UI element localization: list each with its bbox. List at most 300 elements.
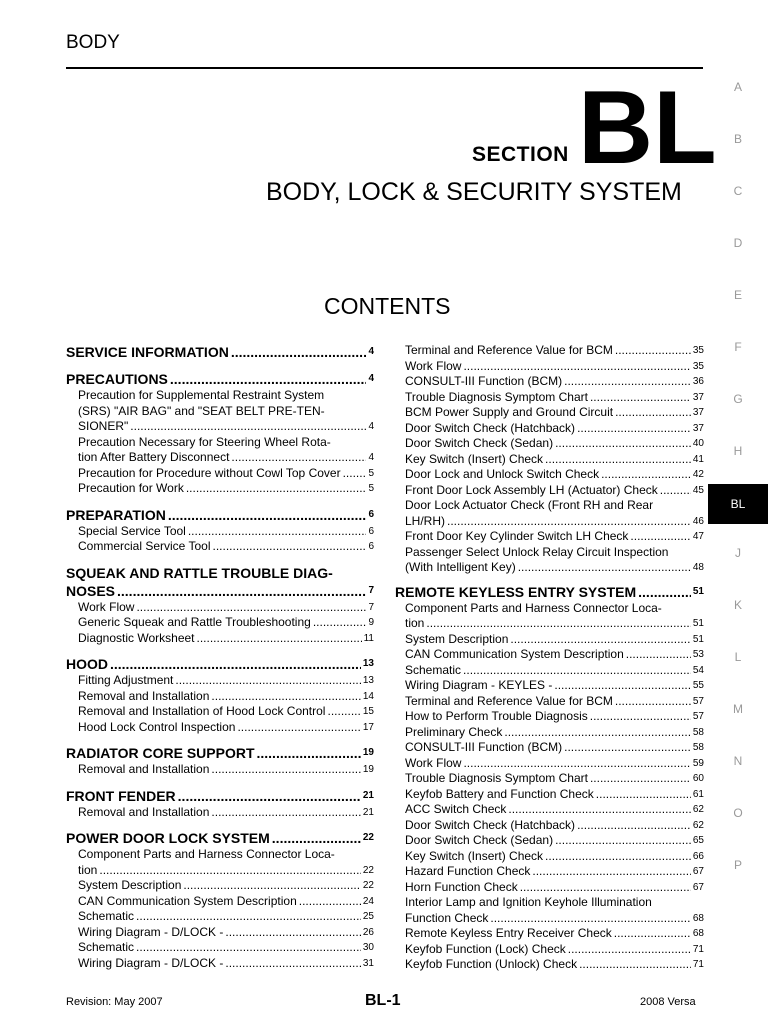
toc-item-title: Fitting Adjustment xyxy=(78,673,174,687)
leader-dots xyxy=(231,450,366,466)
toc-item-title: BCM Power Supply and Ground Circuit xyxy=(405,405,614,419)
toc-item[interactable] xyxy=(66,524,374,540)
toc-section-page: 6 xyxy=(368,508,374,520)
toc-item[interactable] xyxy=(395,756,704,772)
toc-item[interactable] xyxy=(395,911,704,927)
toc-item[interactable] xyxy=(395,849,704,865)
toc-section-page: 4 xyxy=(368,373,374,384)
toc-item-title: CAN Communication System Description xyxy=(405,647,624,661)
leader-dots xyxy=(272,829,361,847)
side-index-bl[interactable]: BL xyxy=(708,484,768,524)
toc-item[interactable] xyxy=(66,481,374,497)
toc-item-page: 48 xyxy=(692,562,704,573)
toc-section-title: HOOD xyxy=(66,656,108,672)
toc-item-title: Work Flow xyxy=(78,599,135,614)
toc-item-title: Wiring Diagram - KEYLES - xyxy=(405,678,553,692)
toc-item-title: Remote Keyless Entry Receiver Check xyxy=(405,926,612,940)
toc-item-page: 25 xyxy=(362,911,374,922)
toc-item[interactable] xyxy=(66,762,374,778)
toc-item-title: Wiring Diagram - D/LOCK - xyxy=(78,924,224,939)
leader-dots xyxy=(426,616,691,632)
toc-item-title: (With Intelligent Key) xyxy=(405,560,516,574)
toc-item[interactable] xyxy=(395,483,704,499)
side-index-g[interactable]: G xyxy=(733,392,743,406)
toc-item-page: 9 xyxy=(368,617,374,628)
toc-left-column xyxy=(66,343,374,971)
toc-item-title: CONSULT-III Function (BCM) xyxy=(405,374,563,388)
toc-item-line: (SRS) "AIR BAG" and "SEAT BELT PRE-TEN- xyxy=(78,403,325,418)
leader-dots xyxy=(463,359,690,375)
toc-item-page: 45 xyxy=(692,484,704,496)
toc-section-page: 51 xyxy=(692,585,704,597)
toc-item-line: Precaution Necessary for Steering Wheel Rota- xyxy=(78,434,331,449)
leader-dots xyxy=(510,632,691,648)
toc-item-title: Schematic xyxy=(405,662,462,677)
toc-item[interactable] xyxy=(395,421,704,437)
leader-dots xyxy=(211,689,360,705)
toc-item[interactable] xyxy=(395,560,704,576)
toc-item-page: 46 xyxy=(692,515,704,527)
toc-item-page: 35 xyxy=(692,345,704,356)
toc-item-page: 37 xyxy=(692,422,704,434)
toc-item-title: ACC Switch Check xyxy=(405,802,507,816)
toc-item[interactable] xyxy=(66,956,374,972)
section-code: BL xyxy=(578,70,717,186)
toc-item-title: Key Switch (Insert) Check xyxy=(405,848,544,863)
toc-section-title: PRECAUTIONS xyxy=(66,371,168,387)
toc-item-title: Key Switch (Insert) Check xyxy=(405,451,544,466)
toc-item-title: tion After Battery Disconnect xyxy=(78,450,230,464)
toc-item-page: 4 xyxy=(368,452,374,463)
side-index-d[interactable]: D xyxy=(733,236,743,250)
toc-item[interactable] xyxy=(66,539,374,555)
toc-item-title: Schematic xyxy=(78,940,135,954)
toc-item[interactable] xyxy=(395,864,704,880)
toc-item-page: 30 xyxy=(362,942,374,953)
toc-item[interactable] xyxy=(395,678,704,694)
side-index-l[interactable]: L xyxy=(734,650,742,664)
leader-dots xyxy=(186,481,367,497)
side-index-b[interactable]: B xyxy=(733,132,742,146)
toc-item[interactable] xyxy=(66,615,374,631)
toc-item-page: 11 xyxy=(363,632,374,644)
toc-item-page: 35 xyxy=(692,360,704,372)
toc-item-title: tion xyxy=(78,862,98,877)
toc-item-line: Component Parts and Harness Connector Loca- xyxy=(78,847,335,861)
toc-item[interactable] xyxy=(395,833,704,849)
leader-dots xyxy=(630,529,690,545)
toc-item-page: 42 xyxy=(692,469,704,480)
toc-item[interactable] xyxy=(395,405,704,421)
leader-dots xyxy=(568,942,691,958)
toc-item-title: Removal and Installation xyxy=(78,804,210,819)
toc-item[interactable] xyxy=(66,466,374,482)
toc-item[interactable] xyxy=(395,663,704,679)
toc-item-title: CAN Communication System Description xyxy=(78,893,297,908)
leader-dots xyxy=(175,673,360,689)
leader-dots xyxy=(590,390,691,406)
toc-item-title: Door Switch Check (Sedan) xyxy=(405,436,554,450)
toc-item-title: Hood Lock Control Inspection xyxy=(78,719,236,734)
leader-dots xyxy=(577,818,691,834)
toc-item[interactable] xyxy=(66,720,374,736)
toc-item-page: 55 xyxy=(692,680,704,691)
contents-title: CONTENTS xyxy=(324,293,451,319)
toc-section-title: RADIATOR CORE SUPPORT xyxy=(66,745,255,761)
toc-item-page: 5 xyxy=(368,483,374,494)
toc-item-title: tion xyxy=(405,616,425,630)
toc-item-title: How to Perform Trouble Diagnosis xyxy=(405,709,588,723)
toc-item[interactable] xyxy=(395,359,704,375)
toc-item[interactable] xyxy=(66,940,374,956)
leader-dots xyxy=(130,419,366,435)
toc-section-page: 13 xyxy=(362,658,374,669)
toc-item-title: Wiring Diagram - D/LOCK - xyxy=(78,955,224,970)
leader-dots xyxy=(211,762,360,778)
leader-dots xyxy=(188,524,367,540)
leader-dots xyxy=(601,467,691,483)
leader-dots xyxy=(237,720,360,736)
toc-section-title: NOSES xyxy=(66,582,116,599)
leader-dots xyxy=(231,343,367,361)
leader-dots xyxy=(463,663,691,679)
leader-dots xyxy=(545,849,691,865)
section-title: BODY, LOCK & SECURITY SYSTEM xyxy=(266,178,682,206)
toc-item[interactable] xyxy=(395,452,704,468)
leader-dots xyxy=(213,539,367,555)
leader-dots xyxy=(577,421,691,437)
leader-dots xyxy=(117,582,366,600)
leader-dots xyxy=(638,583,691,601)
leader-dots xyxy=(545,452,691,468)
toc-item[interactable] xyxy=(395,771,704,787)
toc-item[interactable] xyxy=(395,616,704,632)
toc-item-title: Horn Function Check xyxy=(405,879,518,894)
side-index-j[interactable]: J xyxy=(735,546,741,560)
toc-item-title: Function Check xyxy=(405,910,489,925)
toc-item-page: 67 xyxy=(692,881,704,893)
section-label: SECTION xyxy=(472,143,569,166)
toc-item-title: Work Flow xyxy=(405,755,462,770)
toc-item-page: 19 xyxy=(362,764,374,775)
toc-item[interactable] xyxy=(66,894,374,910)
toc-item[interactable] xyxy=(395,467,704,483)
toc-item[interactable] xyxy=(395,880,704,896)
toc-item-title: Generic Squeak and Rattle Troubleshooting xyxy=(78,615,311,629)
toc-item-title: Terminal and Reference Value for BCM xyxy=(405,343,613,357)
toc-section[interactable] xyxy=(66,787,374,805)
leader-dots xyxy=(555,436,691,452)
toc-section-page: 21 xyxy=(362,789,374,801)
side-index-e[interactable]: E xyxy=(733,288,742,302)
toc-item[interactable] xyxy=(395,374,704,390)
toc-item-page: 62 xyxy=(692,804,704,815)
toc-item-title: Trouble Diagnosis Symptom Chart xyxy=(405,389,588,404)
leader-dots xyxy=(564,374,691,390)
toc-item-title: Removal and Installation of Hood Lock Control xyxy=(78,704,326,718)
toc-item[interactable] xyxy=(395,942,704,958)
leader-dots xyxy=(463,756,690,772)
leader-dots xyxy=(564,740,691,756)
toc-item-page: 47 xyxy=(692,531,704,542)
toc-item-page: 21 xyxy=(362,806,374,818)
side-index-f[interactable]: F xyxy=(734,340,742,354)
toc-section-page: 4 xyxy=(368,346,374,357)
toc-item-title: Work Flow xyxy=(405,358,462,373)
leader-dots xyxy=(626,647,691,663)
toc-item-page: 60 xyxy=(692,773,704,784)
toc-item-page: 13 xyxy=(362,675,374,686)
leader-dots xyxy=(590,709,691,725)
toc-section-page: 19 xyxy=(362,747,374,758)
leader-dots xyxy=(532,864,690,880)
toc-item-line: Passenger Select Unlock Relay Circuit Inspection xyxy=(405,544,669,559)
leader-dots xyxy=(615,405,691,421)
leader-dots xyxy=(136,600,366,616)
toc-item-title: Door Switch Check (Sedan) xyxy=(405,833,554,847)
toc-section-page: 7 xyxy=(368,584,374,596)
leader-dots xyxy=(615,694,691,710)
toc-item[interactable] xyxy=(395,740,704,756)
toc-item-title: Front Door Key Cylinder Switch LH Check xyxy=(405,529,629,543)
toc-item-title: LH/RH) xyxy=(405,513,446,528)
toc-item-title: System Description xyxy=(405,631,509,646)
toc-item-title: CONSULT-III Function (BCM) xyxy=(405,740,563,754)
toc-item-title: Front Door Lock Assembly LH (Actuator) Check xyxy=(405,482,658,497)
toc-section[interactable] xyxy=(66,370,374,388)
toc-section[interactable] xyxy=(66,744,374,762)
toc-item-page: 71 xyxy=(692,959,704,970)
toc-item-page: 58 xyxy=(692,726,704,738)
leader-dots xyxy=(313,615,367,631)
toc-section[interactable] xyxy=(66,582,374,600)
toc-item-line: Door Lock Actuator Check (Front RH and Rear xyxy=(405,498,654,512)
leader-dots xyxy=(615,343,691,359)
leader-dots xyxy=(225,956,361,972)
toc-item[interactable] xyxy=(66,909,374,925)
toc-item-page: 67 xyxy=(692,866,704,877)
toc-item[interactable] xyxy=(395,343,704,359)
toc-item-page: 17 xyxy=(362,721,374,733)
toc-item-page: 62 xyxy=(692,819,704,831)
toc-item-page: 4 xyxy=(368,421,374,432)
toc-right-column xyxy=(395,343,704,973)
toc-item[interactable] xyxy=(395,514,704,530)
leader-dots xyxy=(257,744,361,762)
leader-dots xyxy=(110,655,361,673)
toc-section-title: REMOTE KEYLESS ENTRY SYSTEM xyxy=(395,583,637,600)
leader-dots xyxy=(504,725,691,741)
toc-section-title: FRONT FENDER xyxy=(66,787,176,804)
toc-item-title: Special Service Tool xyxy=(78,523,186,538)
toc-item[interactable] xyxy=(66,704,374,720)
toc-item[interactable] xyxy=(66,863,374,879)
toc-section[interactable] xyxy=(66,506,374,524)
toc-item-title: Precaution for Work xyxy=(78,481,184,495)
side-index-n[interactable]: N xyxy=(733,754,743,768)
toc-item-page: 57 xyxy=(692,695,704,707)
toc-item-page: 22 xyxy=(362,880,374,891)
leader-dots xyxy=(590,771,691,787)
toc-item-title: Removal and Installation xyxy=(78,762,210,776)
toc-item[interactable] xyxy=(395,818,704,834)
toc-item[interactable] xyxy=(395,390,704,406)
toc-item-title: Terminal and Reference Value for BCM xyxy=(405,693,613,708)
toc-item-page: 31 xyxy=(362,957,374,969)
footer-revision: Revision: May 2007 xyxy=(66,996,163,1008)
toc-item-title: Door Switch Check (Hatchback) xyxy=(405,420,576,435)
toc-item-page: 37 xyxy=(692,407,704,418)
toc-item-page: 7 xyxy=(368,601,374,613)
toc-item-title: Commercial Service Tool xyxy=(78,539,211,553)
toc-item-page: 6 xyxy=(368,525,374,537)
toc-item-title: Trouble Diagnosis Symptom Chart xyxy=(405,771,588,785)
footer-model: 2008 Versa xyxy=(640,996,696,1008)
toc-item-page: 24 xyxy=(362,895,374,907)
toc-item-page: 22 xyxy=(362,864,374,876)
leader-dots xyxy=(327,704,360,720)
side-index-c[interactable]: C xyxy=(733,184,743,198)
toc-item-page: 68 xyxy=(692,912,704,924)
toc-section-title: PREPARATION xyxy=(66,506,166,523)
toc-item-title: Keyfob Function (Lock) Check xyxy=(405,941,566,956)
toc-item-title: Keyfob Battery and Function Check xyxy=(405,786,594,801)
toc-item-title: Door Lock and Unlock Switch Check xyxy=(405,467,600,481)
leader-dots xyxy=(520,880,691,896)
side-index-p[interactable]: P xyxy=(733,858,742,872)
footer-page-number: BL-1 xyxy=(365,992,401,1009)
side-index-a[interactable]: A xyxy=(733,80,742,94)
side-index-k[interactable]: K xyxy=(733,598,742,612)
toc-item-page: 15 xyxy=(362,706,374,717)
leader-dots xyxy=(183,878,361,894)
toc-item-page: 26 xyxy=(362,926,374,938)
toc-item[interactable] xyxy=(66,419,374,435)
toc-section[interactable] xyxy=(395,583,704,601)
toc-section-title: POWER DOOR LOCK SYSTEM xyxy=(66,830,270,846)
leader-dots xyxy=(299,894,361,910)
leader-dots xyxy=(170,370,367,388)
leader-dots xyxy=(447,514,691,530)
toc-item-title: Hazard Function Check xyxy=(405,864,531,878)
toc-item[interactable] xyxy=(395,787,704,803)
toc-item-page: 71 xyxy=(692,943,704,955)
toc-item-page: 36 xyxy=(692,376,704,387)
toc-item-page: 37 xyxy=(692,391,704,403)
side-index-h[interactable]: H xyxy=(733,444,743,458)
toc-item-title: Precaution for Procedure without Cowl Top Cover xyxy=(78,465,341,480)
header-category: BODY xyxy=(66,32,120,53)
toc-item-page: 40 xyxy=(692,438,704,449)
leader-dots xyxy=(136,909,361,925)
toc-section-page: 22 xyxy=(362,832,374,843)
toc-item[interactable] xyxy=(66,805,374,821)
top-rule xyxy=(66,67,703,69)
side-index-o[interactable]: O xyxy=(733,806,743,820)
leader-dots xyxy=(197,631,362,647)
toc-item[interactable] xyxy=(395,725,704,741)
toc-item[interactable] xyxy=(66,689,374,705)
toc-item-line: Precaution for Supplemental Restraint System xyxy=(78,388,325,402)
toc-item[interactable] xyxy=(395,709,704,725)
toc-item-page: 41 xyxy=(692,453,704,465)
toc-item[interactable] xyxy=(395,529,704,545)
toc-item-title: Removal and Installation xyxy=(78,688,210,703)
toc-item-page: 51 xyxy=(692,618,704,629)
toc-item-title: System Description xyxy=(78,878,182,892)
toc-item-page: 65 xyxy=(692,835,704,846)
toc-item-page: 5 xyxy=(368,467,374,479)
toc-item[interactable] xyxy=(395,802,704,818)
toc-item-title: SIONER" xyxy=(78,419,129,433)
toc-item-line: Component Parts and Harness Connector Loca- xyxy=(405,600,662,615)
toc-item-page: 57 xyxy=(692,711,704,722)
toc-item[interactable] xyxy=(395,694,704,710)
toc-item-page: 66 xyxy=(692,850,704,862)
toc-item[interactable] xyxy=(66,631,374,647)
toc-section-line: SQUEAK AND RATTLE TROUBLE DIAG- xyxy=(66,564,333,581)
leader-dots xyxy=(99,863,361,879)
toc-item-page: 6 xyxy=(368,541,374,552)
toc-section[interactable] xyxy=(66,829,374,847)
leader-dots xyxy=(518,560,691,576)
toc-section[interactable] xyxy=(66,343,374,361)
toc-item[interactable] xyxy=(395,632,704,648)
toc-section-title: SERVICE INFORMATION xyxy=(66,344,229,360)
leader-dots xyxy=(178,787,361,805)
toc-item-page: 59 xyxy=(692,757,704,769)
toc-item[interactable] xyxy=(395,926,704,942)
toc-item[interactable] xyxy=(66,673,374,689)
toc-item[interactable] xyxy=(395,436,704,452)
toc-item-title: Keyfob Function (Unlock) Check xyxy=(405,957,578,971)
leader-dots xyxy=(554,678,691,694)
toc-item-page: 61 xyxy=(692,788,704,800)
leader-dots xyxy=(660,483,691,499)
toc-item[interactable] xyxy=(395,957,704,973)
toc-section[interactable] xyxy=(66,655,374,673)
leader-dots xyxy=(168,506,367,524)
leader-dots xyxy=(225,925,361,941)
toc-item[interactable] xyxy=(66,600,374,616)
toc-item-title: Diagnostic Worksheet xyxy=(78,630,195,645)
leader-dots xyxy=(490,911,691,927)
toc-item-title: Schematic xyxy=(78,909,135,923)
toc-item-title: Preliminary Check xyxy=(405,724,503,739)
leader-dots xyxy=(136,940,361,956)
side-index-m[interactable]: M xyxy=(733,702,743,716)
toc-item-page: 51 xyxy=(692,633,704,645)
leader-dots xyxy=(579,957,691,973)
leader-dots xyxy=(614,926,691,942)
leader-dots xyxy=(343,466,367,482)
leader-dots xyxy=(555,833,691,849)
toc-item[interactable] xyxy=(66,925,374,941)
toc-item[interactable] xyxy=(395,647,704,663)
toc-item-line: Interior Lamp and Ignition Keyhole Illumination xyxy=(405,895,652,909)
leader-dots xyxy=(508,802,691,818)
toc-item[interactable] xyxy=(66,878,374,894)
toc-item-page: 58 xyxy=(692,742,704,753)
toc-item-page: 68 xyxy=(692,928,704,939)
leader-dots xyxy=(211,805,360,821)
toc-item-page: 14 xyxy=(362,690,374,702)
toc-item-page: 53 xyxy=(692,649,704,660)
leader-dots xyxy=(596,787,691,803)
toc-item[interactable] xyxy=(66,450,374,466)
toc-item-page: 54 xyxy=(692,664,704,676)
toc-item-title: Door Switch Check (Hatchback) xyxy=(405,817,576,832)
